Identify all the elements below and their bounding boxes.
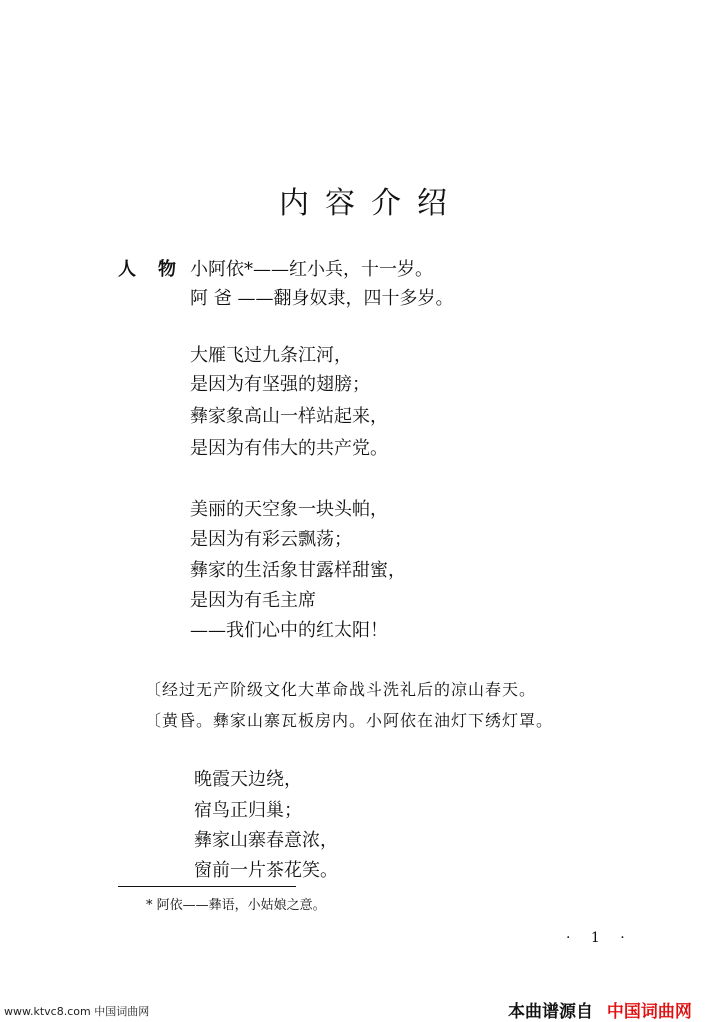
verse-line: 彝家象高山一样站起来， [190, 406, 388, 427]
character-row: 阿 爸 ——翻身奴隶，四十多岁。 [190, 288, 454, 309]
footnote-rule [118, 886, 296, 887]
verse-line: 彝家山寨春意浓， [194, 830, 338, 851]
verse-line: 美丽的天空象一块头帕， [190, 499, 388, 520]
stage-direction: 〔经过无产阶级文化大革命战斗洗礼后的凉山春天。 [145, 680, 537, 699]
footer-site-name: 中国词曲网 [606, 1002, 692, 1022]
verse-line: 窗前一片茶花笑。 [194, 860, 338, 881]
verse-line: 是因为有毛主席 [190, 590, 316, 611]
verse-line: 彝家的生活象甘露样甜蜜， [190, 560, 406, 581]
verse-line: ——我们心中的红太阳！ [190, 620, 388, 641]
stage-direction: 〔黄昏。彝家山寨瓦板房内。小阿依在油灯下绣灯罩。 [145, 711, 554, 730]
verse-line: 大雁飞过九条江河， [190, 345, 352, 366]
footer-watermark-left: www.ktvc8.com 中国词曲网 [4, 1005, 150, 1018]
characters-label: 人物 [118, 259, 198, 280]
verse-line: 是因为有彩云飘荡； [190, 529, 352, 550]
verse-line: 是因为有坚强的翅膀； [190, 374, 370, 395]
footer-watermark-right [508, 997, 692, 1022]
page-title: 内容介绍 [279, 186, 463, 221]
verse-line: 宿鸟正归巢； [194, 800, 302, 821]
verse-line: 是因为有伟大的共产党。 [190, 438, 388, 459]
verse-line: 晚霞天边绕， [194, 769, 302, 790]
footnote: * 阿依——彝语，小姑娘之意。 [146, 898, 326, 913]
character-row: 小阿依*——红小兵，十一岁。 [190, 259, 433, 280]
footer-source-text: 本曲谱源自 [508, 1002, 593, 1022]
page-number: · 1 · [566, 930, 633, 946]
